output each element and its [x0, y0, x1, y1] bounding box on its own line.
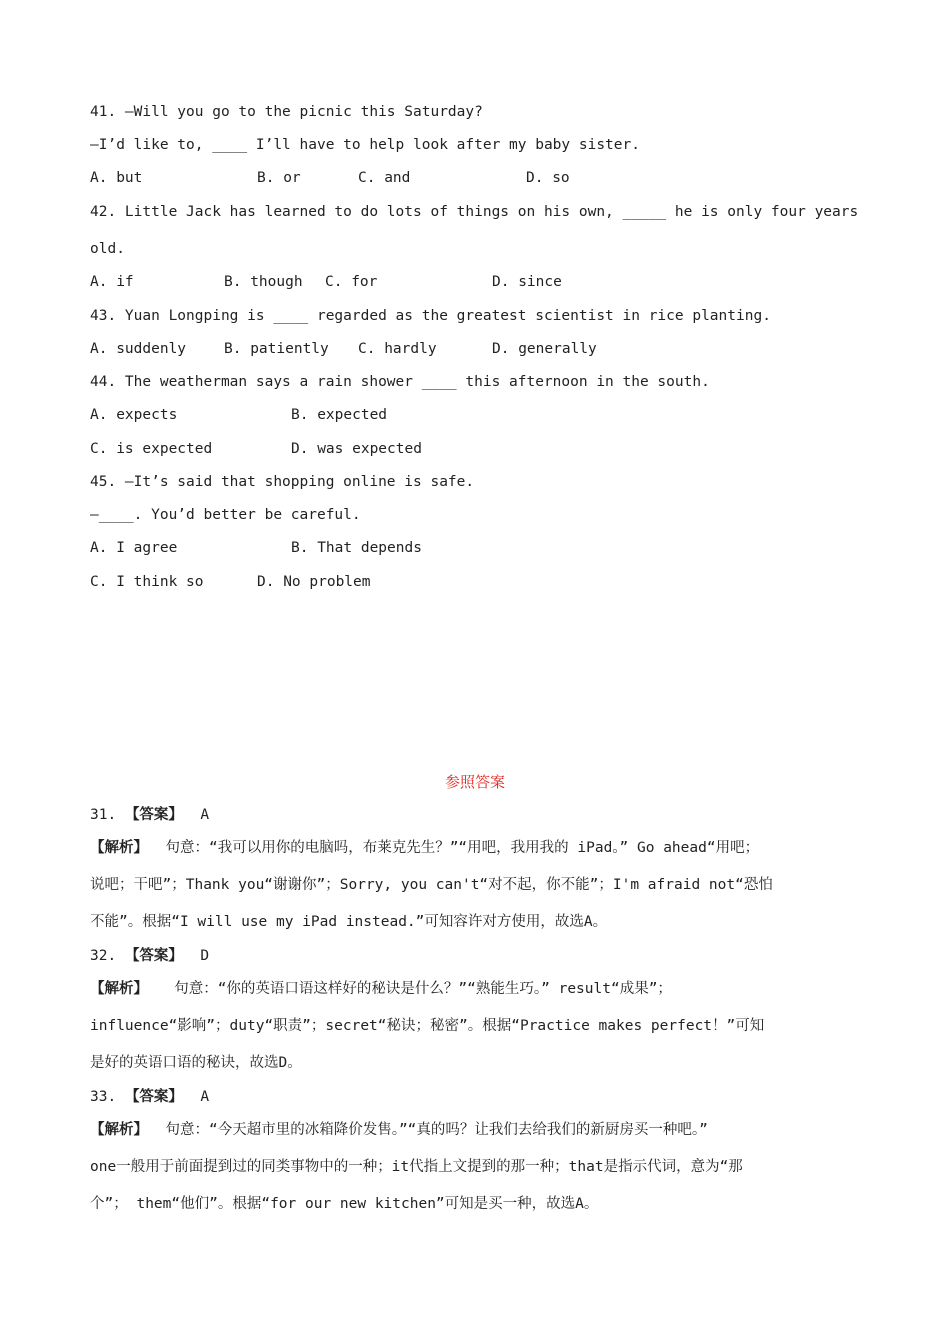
answer-key: A	[200, 1089, 210, 1105]
answers-title: 参照答案	[444, 773, 505, 791]
option-b: B. though	[224, 274, 303, 290]
answer-number: 31.	[90, 807, 117, 823]
option-a: A. if	[90, 274, 134, 290]
option-c: C. and	[358, 170, 411, 186]
analysis-text: 不能”。根据“I will use my iPad instead.”可知容许对方使用，故选A。	[90, 914, 608, 930]
answer-key: D	[200, 948, 210, 964]
answer-key-line	[90, 1087, 209, 1107]
analysis-label: 【解析】	[90, 1122, 148, 1138]
option-d: D. since	[492, 274, 562, 290]
answer-label: 【答案】	[124, 807, 183, 823]
option-d: D. so	[526, 170, 570, 186]
answer-label: 【答案】	[124, 1089, 183, 1105]
question-stem: —I’d like to, ____ I’ll have to help look after my baby sister.	[90, 137, 640, 153]
analysis-line	[90, 838, 759, 858]
option-a: A. but	[90, 170, 143, 186]
question-stem: 41. —Will you go to the picnic this Saturday?	[90, 104, 483, 120]
answer-key-line	[90, 946, 209, 966]
analysis-text: 是好的英语口语的秘诀，故选D。	[90, 1055, 302, 1071]
option-a: A. expects	[90, 407, 178, 423]
option-b: B. That depends	[291, 540, 422, 556]
analysis-text: 句意：“我可以用你的电脑吗，布莱克先生？”“用吧，我用我的 iPad。” Go ahead“用吧；	[165, 840, 760, 856]
option-c: C. I think so	[90, 574, 204, 590]
analysis-text: 句意：“你的英语口语这样好的秘诀是什么？”“熟能生巧。” result“成果”；	[174, 981, 672, 997]
analysis-text: one一般用于前面提到过的同类事物中的一种；it代指上文提到的那一种；that是指示代词，意为“那	[90, 1159, 743, 1175]
question-stem: 42. Little Jack has learned to do lots of things on his own, _____ he is only four years	[90, 204, 859, 220]
analysis-label: 【解析】	[90, 840, 148, 856]
analysis-text: influence“影响”；duty“职责”；secret“秘诀；秘密”。根据“Practice makes perfect！”可知	[90, 1018, 765, 1034]
question-stem: 43. Yuan Longping is ____ regarded as the greatest scientist in rice planting.	[90, 308, 771, 324]
option-c: C. hardly	[358, 341, 437, 357]
answer-key: A	[200, 807, 210, 823]
answer-label: 【答案】	[124, 948, 183, 964]
question-stem: 44. The weatherman says a rain shower ____ this afternoon in the south.	[90, 374, 710, 390]
answer-number: 33.	[90, 1089, 117, 1105]
analysis-label: 【解析】	[90, 981, 148, 997]
analysis-line	[90, 979, 672, 999]
question-stem: old.	[90, 241, 125, 257]
option-d: D. was expected	[291, 441, 422, 457]
option-a: A. suddenly	[90, 341, 187, 357]
analysis-text: 说吧；干吧”；Thank you“谢谢你”；Sorry, you can't“对不起，你不能”；I'm afraid not“恐怕	[90, 877, 773, 893]
question-stem: 45. —It’s said that shopping online is safe.	[90, 474, 475, 490]
option-b: B. expected	[291, 407, 388, 423]
question-stem: —____. You’d better be careful.	[90, 507, 361, 523]
answer-number: 32.	[90, 948, 117, 964]
option-b: B. or	[257, 170, 301, 186]
option-d: D. generally	[492, 341, 597, 357]
analysis-text: 句意：“今天超市里的冰箱降价发售。”“真的吗？让我们去给我们的新厨房买一种吧。”	[165, 1122, 708, 1138]
option-c: C. for	[325, 274, 378, 290]
answer-key-line	[90, 805, 209, 825]
option-a: A. I agree	[90, 540, 178, 556]
analysis-line	[90, 1120, 708, 1140]
analysis-text: 个”； them“他们”。根据“for our new kitchen”可知是买一种，故选A。	[90, 1196, 599, 1212]
option-d: D. No problem	[257, 574, 371, 590]
option-c: C. is expected	[90, 441, 213, 457]
option-b: B. patiently	[224, 341, 329, 357]
